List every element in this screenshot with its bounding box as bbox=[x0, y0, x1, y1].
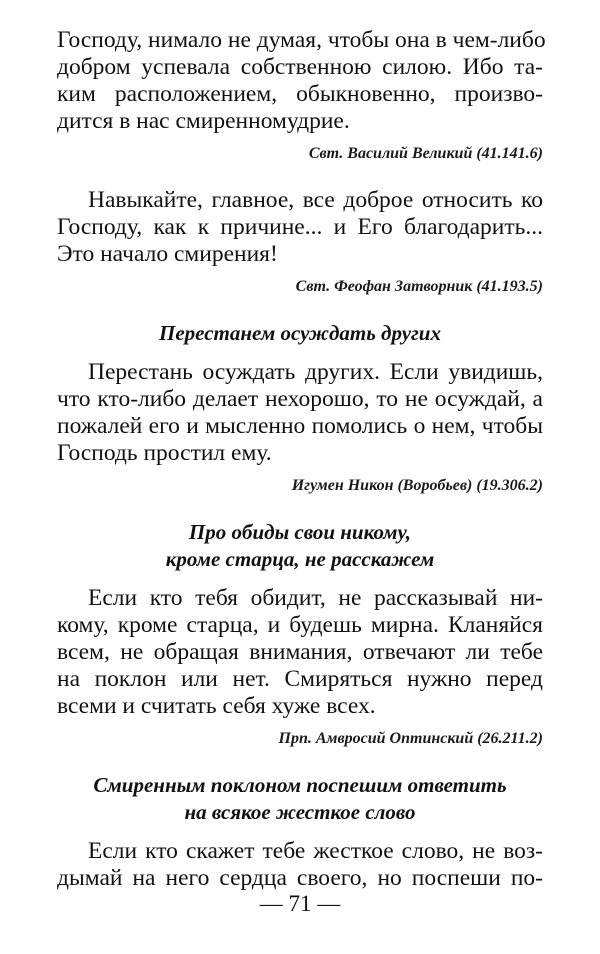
paragraph-line: Господу, нимало не думая, чтобы она в чем-либо bbox=[57, 27, 546, 53]
quote-section bbox=[57, 187, 543, 297]
paragraph-line: пожалей его и мысленно помолись о нем, чтобы bbox=[57, 413, 543, 439]
paragraph-line: ким расположением, обыкновенно, произво- bbox=[57, 81, 543, 107]
paragraph-line: Господу, как к причине... и Его благодарить... bbox=[57, 214, 543, 240]
paragraph-line: Если кто скажет тебе жесткое слово, не воз- bbox=[88, 838, 543, 864]
section-heading: кроме старца, не расскажем bbox=[165, 547, 435, 571]
paragraph-line: что кто-либо делает нехорошо, то не осуждай, а bbox=[57, 386, 543, 412]
quote-section bbox=[57, 320, 543, 496]
paragraph-line: дымай на него сердца своего, но поспеши по- bbox=[57, 865, 543, 891]
quote-section bbox=[57, 519, 543, 749]
attribution: Прп. Амвросий Оптинский (26.211.2) bbox=[278, 730, 543, 747]
paragraph-line: Господь простил ему. bbox=[57, 440, 272, 466]
paragraph-line: Перестань осуждать других. Если увидишь, bbox=[88, 359, 543, 385]
book-page bbox=[57, 27, 546, 892]
attribution: Игумен Никон (Воробьев) (19.306.2) bbox=[291, 477, 543, 494]
attribution: Свт. Феофан Затворник (41.193.5) bbox=[295, 278, 543, 295]
paragraph-line: всеми и считать себя хуже всех. bbox=[57, 693, 376, 719]
section-heading: Смиренным поклоном поспешим ответить bbox=[93, 773, 507, 797]
paragraph-line: всем, не обращая внимания, отвечают ли тебе bbox=[57, 639, 543, 665]
paragraph-line: добром успевала собственною силою. Ибо та- bbox=[57, 54, 543, 80]
section-heading: на всякое жесткое слово bbox=[184, 800, 416, 824]
paragraph-line: Навыкайте, главное, все доброе относить ко bbox=[88, 187, 543, 213]
paragraph-line: Если кто тебя обидит, не рассказывай ни- bbox=[88, 585, 543, 611]
quote-section bbox=[57, 772, 543, 892]
attribution: Свт. Василий Великий (41.141.6) bbox=[308, 145, 543, 162]
page-number: — 71 — bbox=[259, 891, 341, 916]
section-heading: Перестанем осуждать других bbox=[159, 321, 441, 345]
paragraph-line: дится в нас смиренномудрие. bbox=[57, 108, 350, 134]
paragraph-line: Это начало смирения! bbox=[57, 241, 278, 267]
paragraph-line: кому, кроме старца, и будешь мирна. Кланяйся bbox=[57, 612, 543, 638]
paragraph-line: на поклон или нет. Смиряться нужно перед bbox=[57, 666, 543, 692]
section-heading: Про обиды свои никому, bbox=[188, 520, 412, 544]
quote-section bbox=[57, 27, 546, 164]
